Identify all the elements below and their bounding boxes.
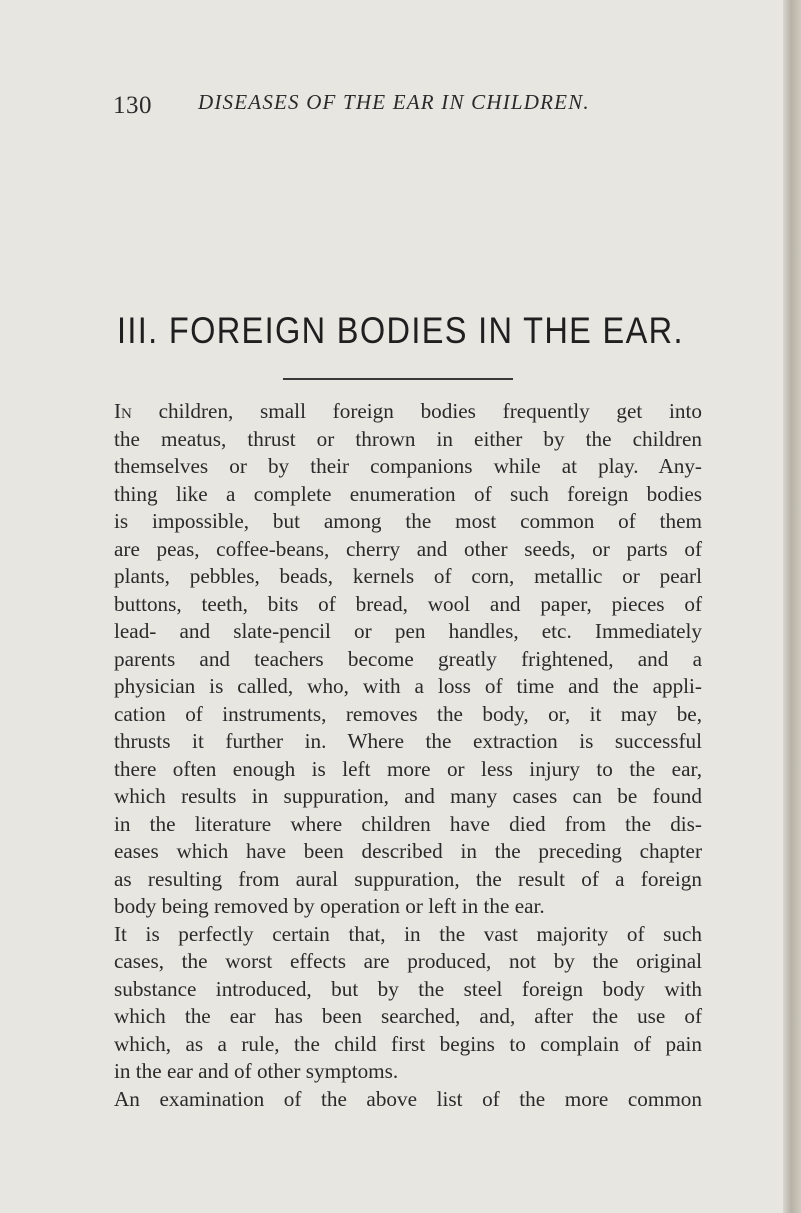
text-line: the meatus, thrust or thrown in either by the children (114, 426, 702, 451)
text-line: buttons, teeth, bits of bread, wool and paper, pieces of (114, 591, 702, 616)
text-line: which the ear has been searched, and, after the use of (114, 1004, 702, 1028)
text-line: An examination of the above list of the more common (114, 1086, 702, 1111)
text-line: thing like a complete enumeration of such foreign bodies (114, 481, 702, 506)
title-rule (283, 378, 513, 380)
text-line: cation of instruments, removes the body, or, it may be, (114, 701, 702, 726)
text-line: which, as a rule, the child first begins to complain of pain (114, 1031, 702, 1056)
text-line: parents and teachers become greatly frightened, and a (114, 646, 702, 671)
text-line: In children, small foreign bodies frequently get into (114, 399, 702, 423)
text-line: body being removed by operation or left in the ear. (114, 894, 545, 918)
body-text (114, 398, 702, 1113)
chapter-title: III. FOREIGN BODIES IN THE EAR. (117, 310, 684, 351)
page-edge-shadow (783, 0, 801, 1213)
text-line: themselves or by their companions while at play. Any- (114, 454, 702, 478)
text-line: is impossible, but among the most common of them (114, 509, 702, 533)
text-line: eases which have been described in the preceding chapter (114, 839, 702, 863)
text-line: in the ear and of other symptoms. (114, 1059, 399, 1083)
text-line: which results in suppuration, and many cases can be found (114, 784, 702, 808)
text-line: physician is called, who, with a loss of time and the appli- (114, 674, 702, 698)
text-line: as resulting from aural suppuration, the result of a foreign (114, 866, 702, 891)
text-line: It is perfectly certain that, in the vast majority of such (114, 921, 702, 946)
text-line: are peas, coffee-beans, cherry and other seeds, or parts of (114, 536, 702, 561)
page-number: 130 (113, 92, 152, 119)
text-line: plants, pebbles, beads, kernels of corn, metallic or pearl (114, 564, 702, 588)
text-line: there often enough is left more or less injury to the ear, (114, 756, 702, 781)
page-header (0, 88, 801, 124)
text-line: cases, the worst effects are produced, not by the original (114, 949, 702, 973)
running-head: DISEASES OF THE EAR IN CHILDREN. (198, 90, 590, 114)
text-line: thrusts it further in. Where the extraction is successful (114, 729, 702, 753)
text-line: lead- and slate-pencil or pen handles, etc. Immediately (114, 619, 702, 643)
drop-word: In (114, 399, 132, 423)
text-line: in the literature where children have died from the dis- (114, 811, 702, 836)
text-line: substance introduced, but by the steel foreign body with (114, 976, 702, 1001)
